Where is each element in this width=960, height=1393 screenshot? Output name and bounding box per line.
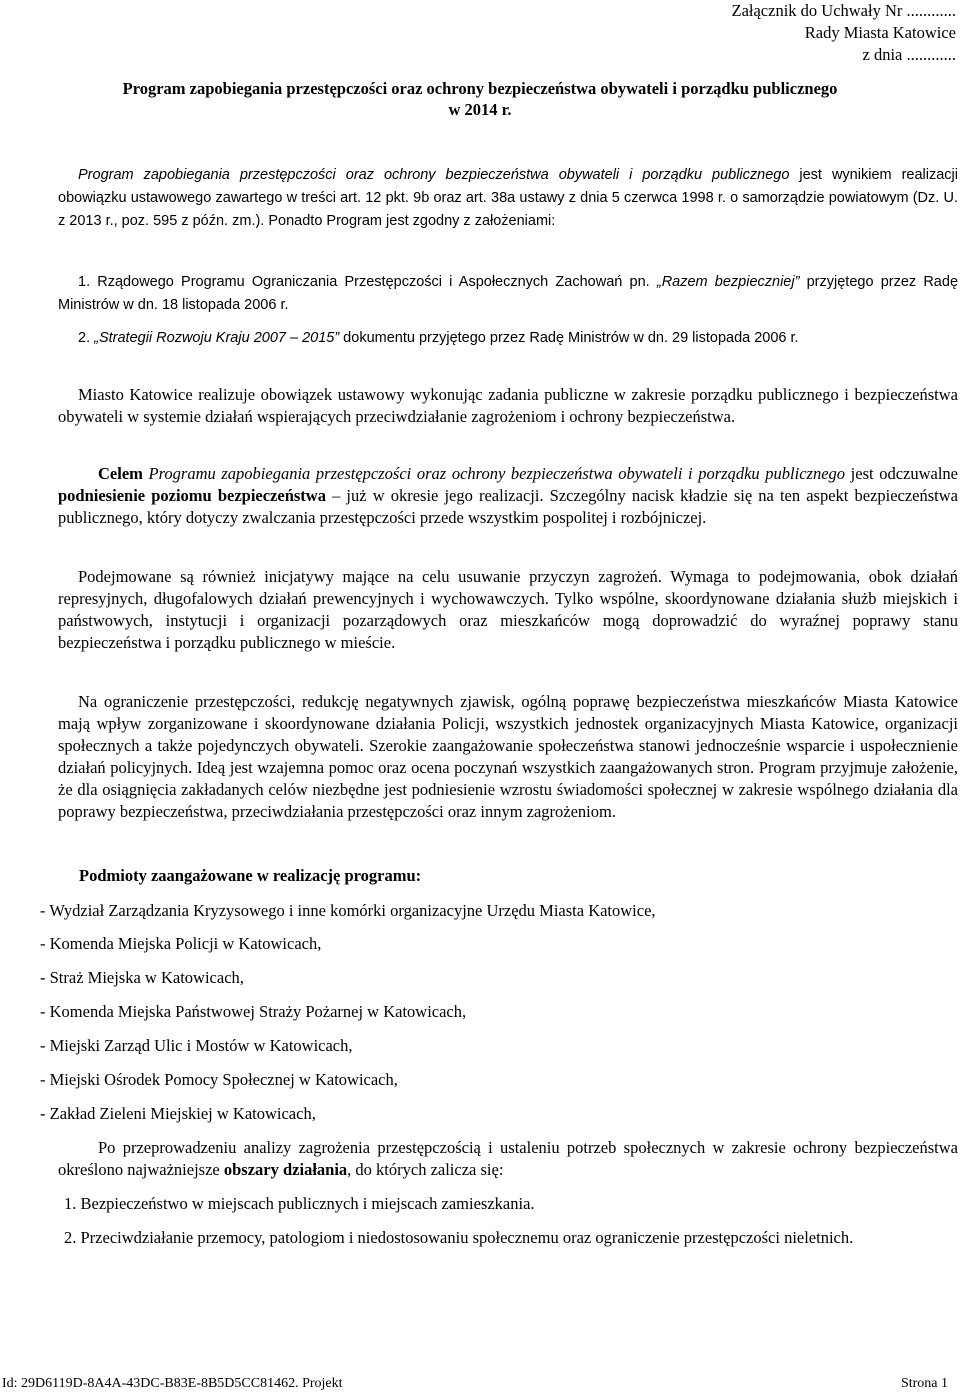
document-id: Id: 29D6119D-8A4A-43DC-B83E-8B5D5CC81462. Projekt	[2, 1376, 343, 1391]
obszar-1: 1. Bezpieczeństwo w miejscach publicznych i miejscach zamieszkania.	[64, 1194, 535, 1213]
list-item: - Straż Miejska w Katowicach,	[40, 968, 244, 987]
point-1: 1. Rządowego Programu Ograniczania Przestępczości i Aspołecznych Zachowań pn. „Razem bezpieczniej” przyjętego przez Radę Ministrów w dn. 18 listopada 2006 r.	[58, 274, 959, 313]
paragraph-analiza: Po przeprowadzeniu analizy zagrożenia przestępczością i ustaleniu potrzeb społecznych w zakresie ochrony bezpieczeństwa określono najważniejsze obszary działania, do których zalicza się:	[58, 1138, 958, 1179]
list-item: - Wydział Zarządzania Kryzysowego i inne komórki organizacyjne Urzędu Miasta Katowice,	[40, 901, 656, 920]
list-item: - Miejski Ośrodek Pomocy Społecznej w Katowicach,	[40, 1070, 398, 1089]
header-line-2: Rady Miasta Katowice	[804, 23, 956, 42]
header-line-1: Załącznik do Uchwały Nr ............	[731, 1, 956, 20]
obszar-2: 2. Przeciwdziałanie przemocy, patologiom i niedostosowaniu społecznemu oraz ograniczenie przestępczości nieletnich.	[64, 1228, 854, 1247]
podmioty-heading: Podmioty zaangażowane w realizację programu:	[79, 866, 422, 885]
title-line-1: Program zapobiegania przestępczości oraz ochrony bezpieczeństwa obywateli i porządku publicznego	[122, 79, 838, 98]
paragraph-celem: Celem Programu zapobiegania przestępczości oraz ochrony bezpieczeństwa obywateli i porządku publicznego jest odczuwalne podniesienie poziomu bezpieczeństwa – już w okresie jego realizacji. Szczególny nacisk kładzie się na ten aspekt bezpieczeństwa publicznego, który dotyczy zwalczania przestępczości przede wszystkim pospolitej i rozbójniczej.	[58, 464, 959, 527]
list-item: - Komenda Miejska Państwowej Straży Pożarnej w Katowicach,	[40, 1002, 467, 1021]
list-item: - Miejski Zarząd Ulic i Mostów w Katowicach,	[40, 1036, 353, 1055]
list-item: - Zakład Zieleni Miejskiej w Katowicach,	[40, 1104, 316, 1123]
header-line-3: z dnia ............	[862, 45, 956, 64]
intro-italic: Program zapobiegania przestępczości oraz ochrony bezpieczeństwa obywateli i porządku publicznego	[78, 167, 790, 183]
page-number: Strona 1	[900, 1376, 948, 1391]
intro-text: jest wynikiem realizacji obowiązku ustawowego zawartego w treści art. 12 pkt. 9b oraz art. 38a ustawy z dnia 5 czerwca 1998 r. o samorządzie powiatowym (Dz. U. z 2013 r., poz. 595 z późn. zm.). Ponadto Program jest zgodny z założeniami:	[58, 167, 958, 229]
title-line-2: w 2014 r.	[448, 100, 512, 119]
point-2: 2. „Strategii Rozwoju Kraju 2007 – 2015” dokumentu przyjętego przez Radę Ministrów w dn. 29 listopada 2006 r.	[78, 330, 799, 346]
paragraph-podejmowane: Podejmowane są również inicjatywy mające na celu usuwanie przyczyn zagrożeń. Wymaga to podejmowania, obok działań represyjnych, długofalowych działań prewencyjnych i wychowawczych. Tylko wspólne, skoordynowane działania służb miejskich i państwowych, instytucji i organizacji pozarządowych oraz mieszkańców mogą doprowadzić do wyraźnej poprawy stanu bezpieczeństwa i porządku publicznego w mieście.	[58, 567, 958, 652]
intro-paragraph	[58, 164, 958, 233]
list-item: - Komenda Miejska Policji w Katowicach,	[40, 934, 322, 953]
paragraph-ograniczenie: Na ograniczenie przestępczości, redukcję negatywnych zjawisk, ogólną poprawę bezpieczeństwa mieszkańców Miasta Katowice mają wpływ zorganizowane i skoordynowane działania Policji, wszystkich jednostek organizacyjnych Miasta Katowice, organizacji społecznych a także pojedynczych obywateli. Szerokie zaangażowanie społeczeństwa stanowi jednocześnie wsparcie i uspołecznienie działań policyjnych. Ideą jest wzajemna pomoc oraz ocena poczynań wszystkich zaangażowanych stron. Program przyjmuje założenie, że dla osiągnięcia zakładanych celów niezbędne jest podniesienie wzrostu świadomości społecznej w zakresie wspólnego działania dla poprawy bezpieczeństwa, przeciwdziałania przestępczości oraz innym zagrożeniom.	[58, 692, 958, 821]
document-title	[0, 78, 960, 120]
attachment-header	[731, 0, 956, 66]
paragraph-miasto: Miasto Katowice realizuje obowiązek ustawowy wykonując zadania publiczne w zakresie porządku publicznego i bezpieczeństwa obywateli w systemie działań wspierających przeciwdziałanie zagrożeniom i ochrony bezpieczeństwa.	[58, 385, 958, 426]
